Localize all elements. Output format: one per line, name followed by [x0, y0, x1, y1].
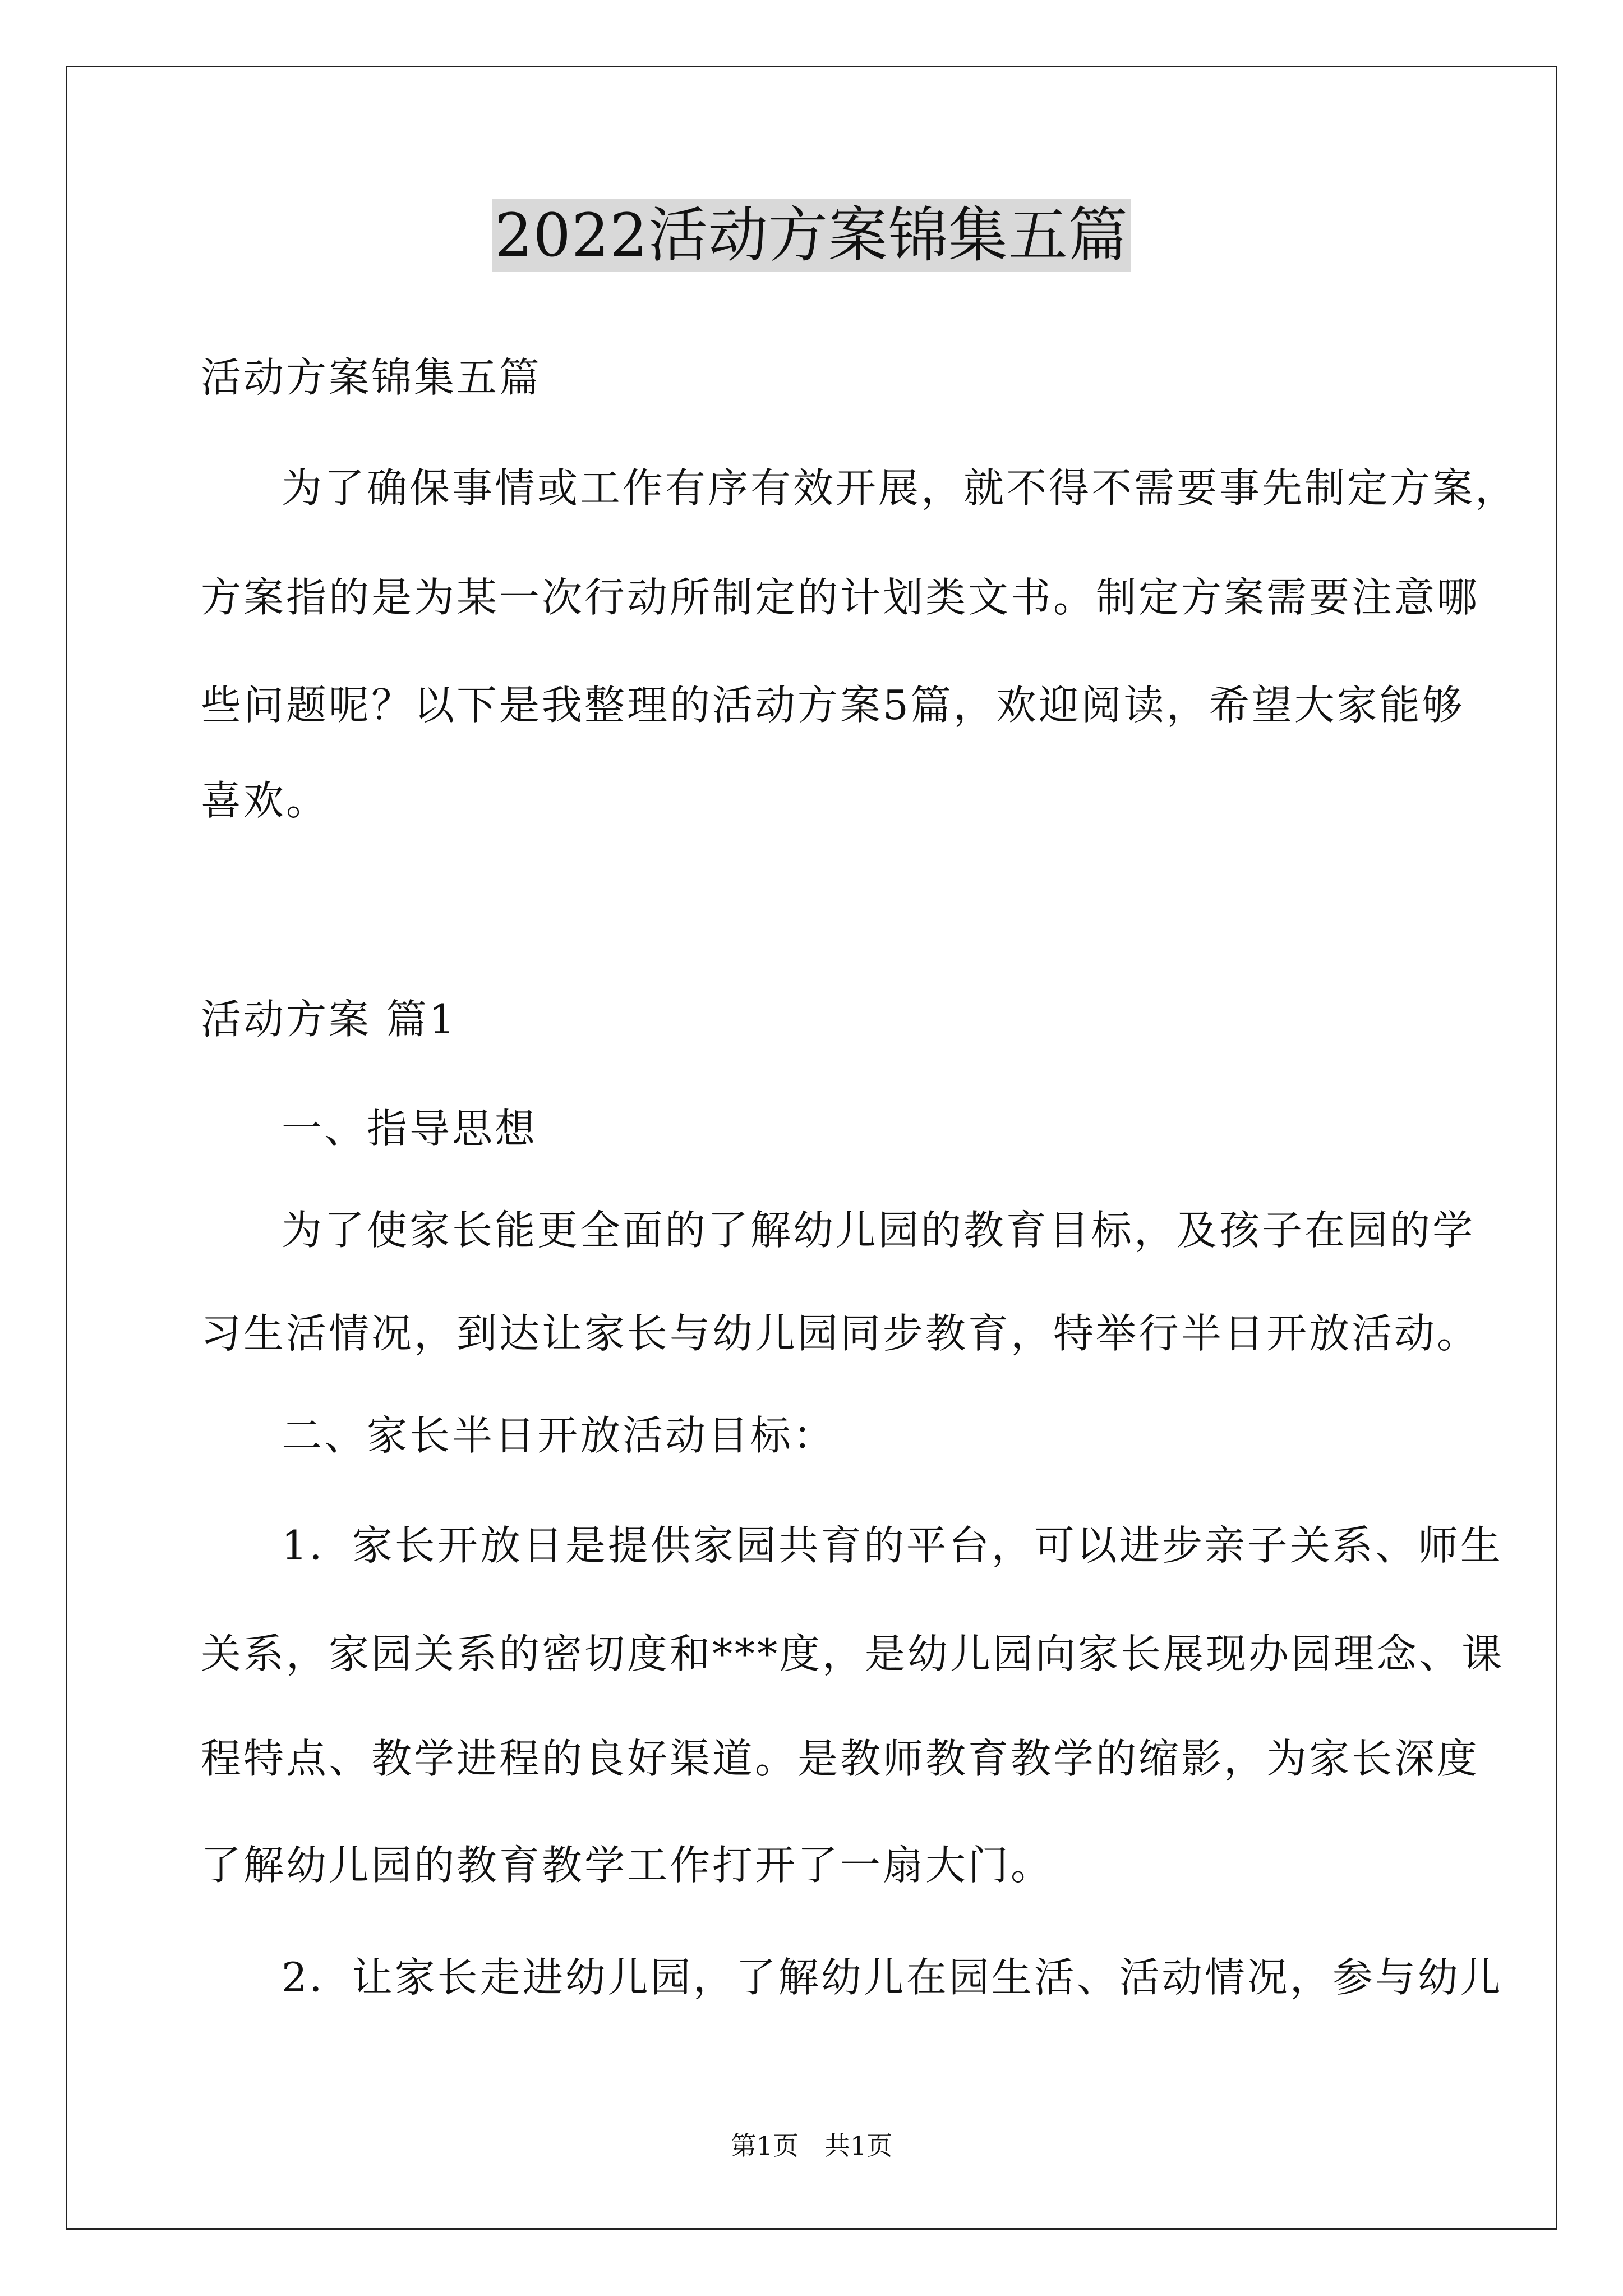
intro-line: 喜欢。	[201, 777, 329, 824]
paragraph-line: 为了使家长能更全面的了解幼儿园的教育目标，及孩子在园的学	[282, 1207, 1476, 1254]
list-item-line: 了解幼儿园的教育教学工作打开了一扇大门。	[201, 1842, 1054, 1889]
heading-activity-goals: 二、家长半日开放活动目标：	[282, 1412, 836, 1459]
paragraph-line: 习生活情况，到达让家长与幼儿园同步教育，特举行半日开放活动。	[201, 1310, 1480, 1357]
document-subtitle: 活动方案锦集五篇	[201, 354, 542, 401]
intro-line: 方案指的是为某一次行动所制定的计划类文书。制定方案需要注意哪	[201, 574, 1480, 621]
heading-guiding-idea: 一、指导思想	[282, 1105, 538, 1152]
page-number: 第1页 共1页	[730, 2131, 893, 2161]
list-item-line: 2．让家长走进幼儿园，了解幼儿在园生活、活动情况，参与幼儿	[282, 1954, 1503, 2001]
section-heading: 活动方案 篇1	[201, 996, 457, 1043]
title-container	[0, 199, 1623, 272]
intro-line: 些问题呢？以下是我整理的活动方案5篇，欢迎阅读，希望大家能够	[201, 682, 1465, 729]
list-item-line: 关系，家园关系的密切度和***度，是幼儿园向家长展现办园理念、课	[201, 1630, 1505, 1677]
list-item-line: 程特点、教学进程的良好渠道。是教师教育教学的缩影，为家长深度	[201, 1735, 1480, 1782]
document-title: 2022活动方案锦集五篇	[492, 199, 1131, 272]
intro-line: 为了确保事情或工作有序有效开展，就不得不需要事先制定方案，	[282, 464, 1518, 512]
list-item-line: 1．家长开放日是提供家园共育的平台，可以进步亲子关系、师生	[282, 1522, 1503, 1569]
